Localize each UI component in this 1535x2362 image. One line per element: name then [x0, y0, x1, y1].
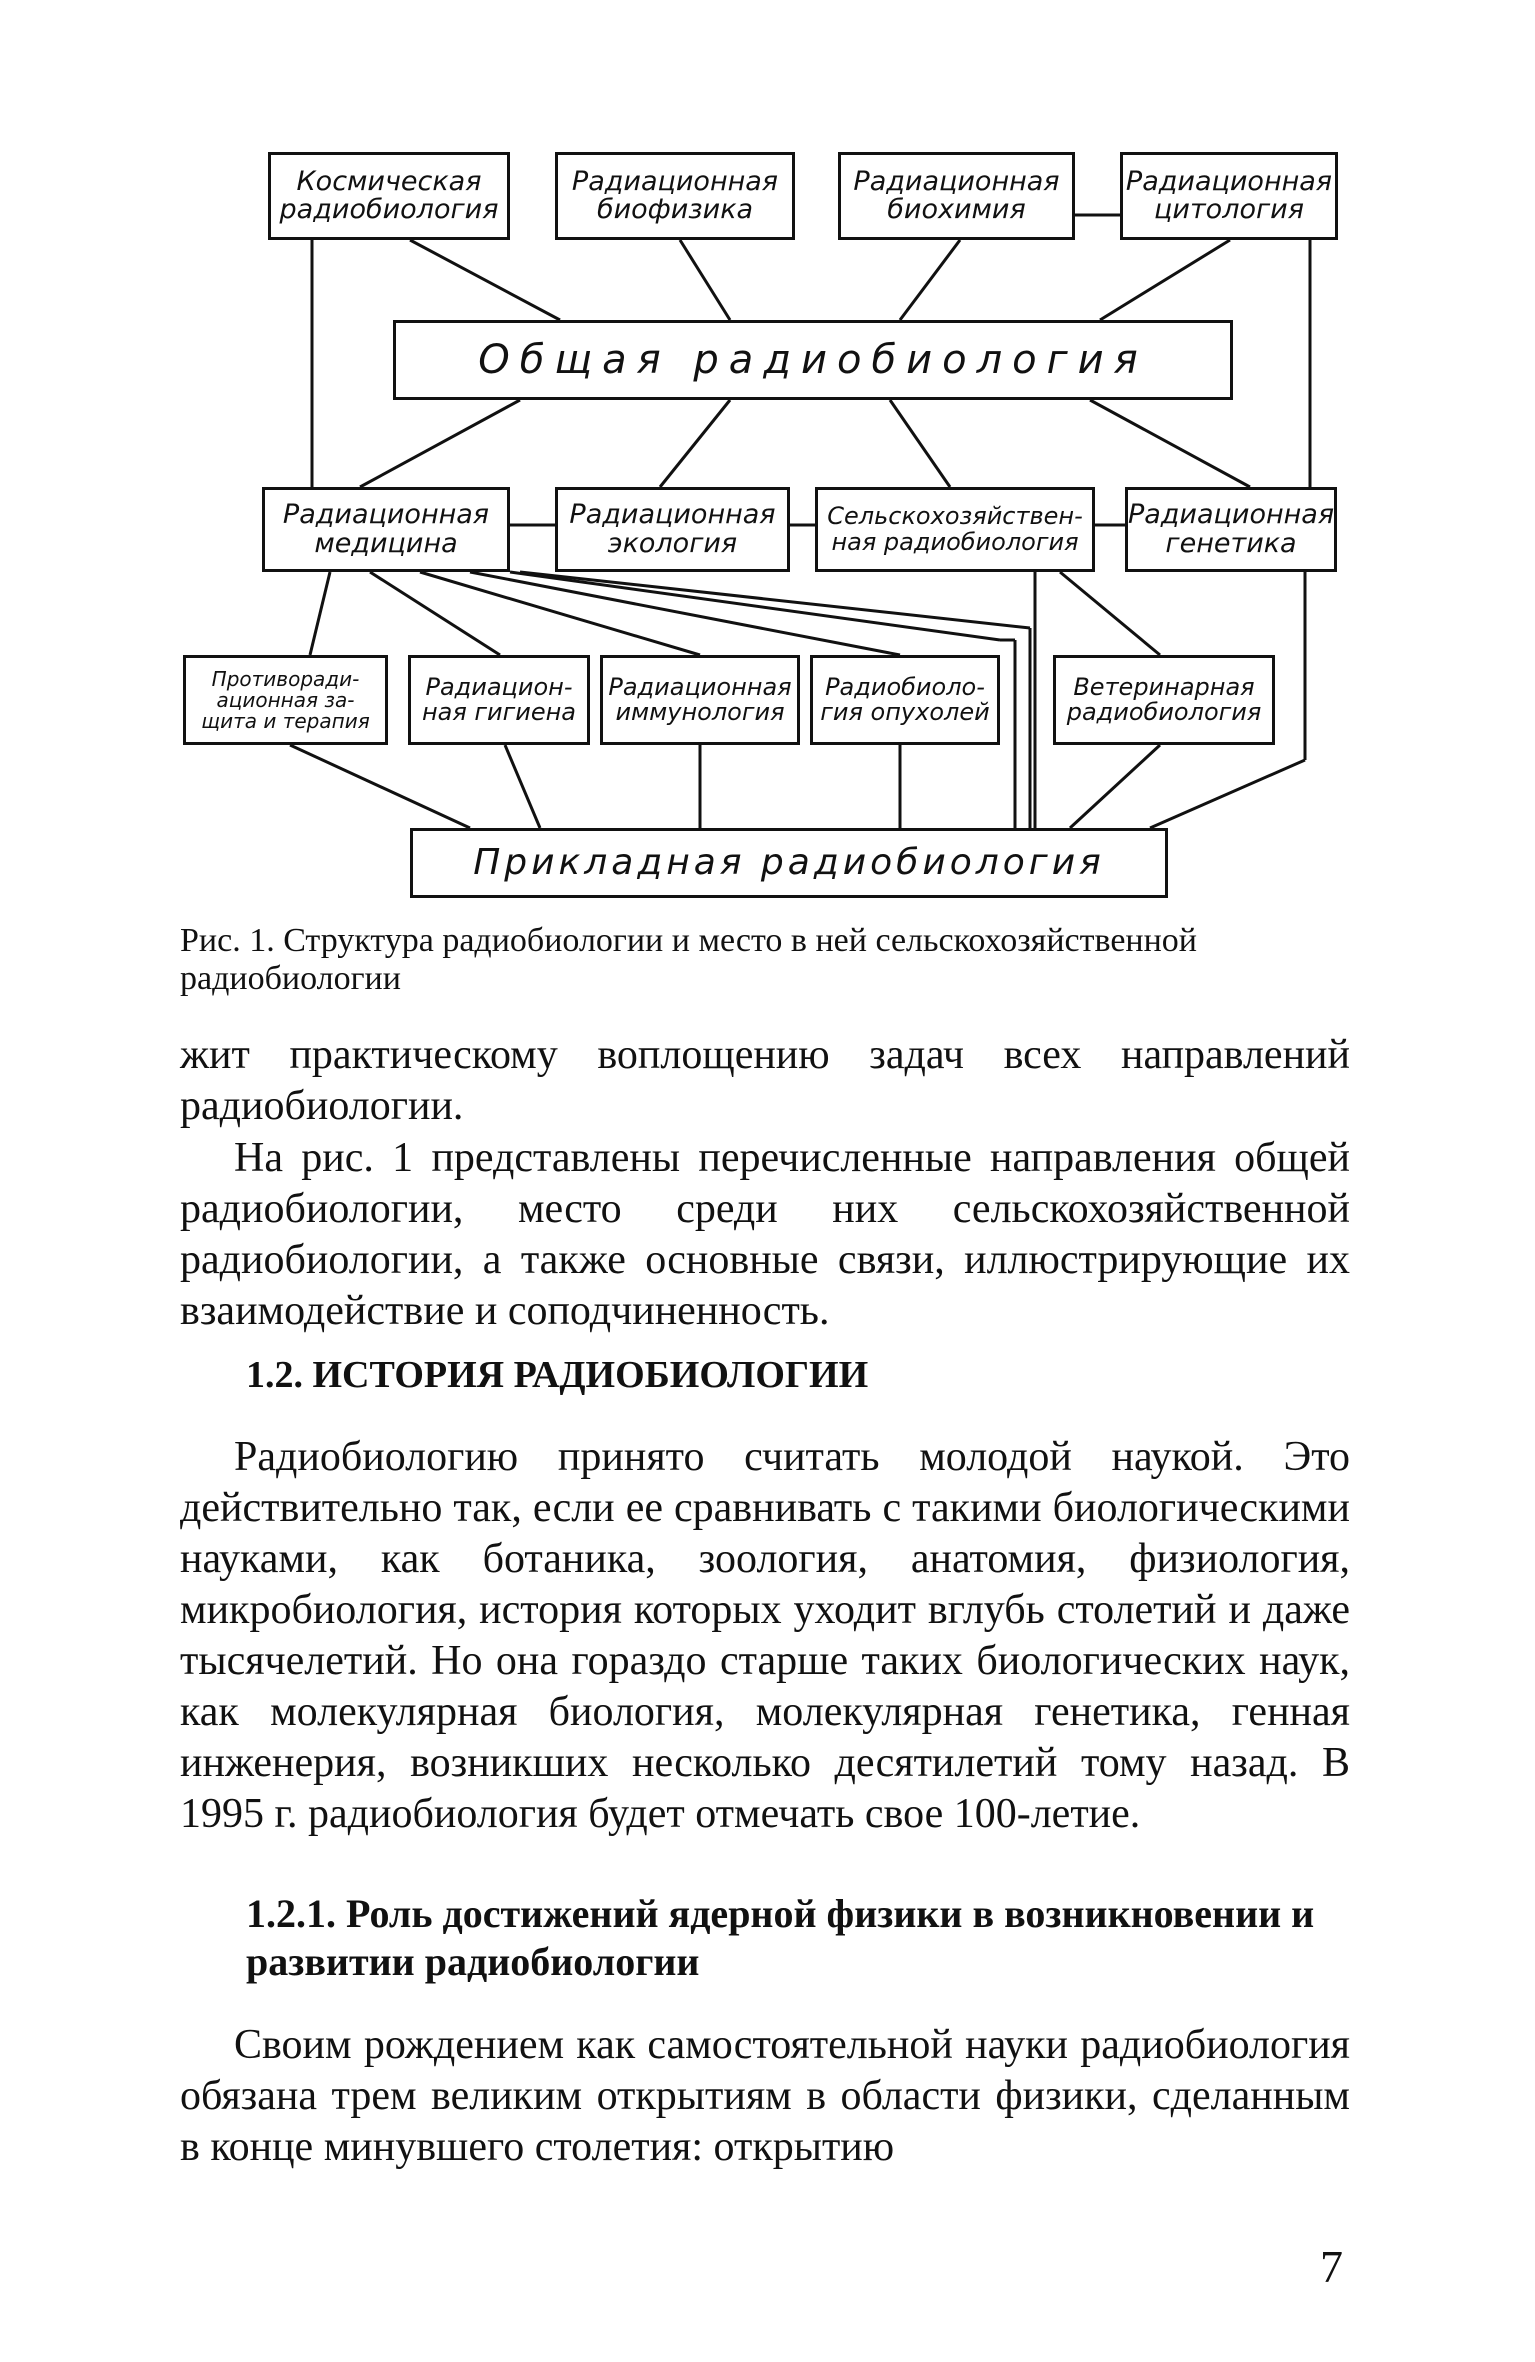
box-applied-radiobiology: Прикладная радиобиология — [410, 828, 1168, 898]
box-radiation-biochemistry: Радиационная биохимия — [838, 152, 1075, 240]
figure-caption: Рис. 1. Структура радиобиологии и место в ней сельскохозяйственной радиобиологии — [180, 922, 1197, 997]
box-radiation-genetics: Радиационная генетика — [1125, 487, 1337, 572]
section-heading: 1.2. ИСТОРИЯ РАДИОБИОЛОГИИ — [246, 1354, 869, 1396]
box-general-radiobiology: Общая радиобиология — [393, 320, 1233, 400]
paragraph-4: Своим рождением как самостоятельной науки радиобиология обязана трем великим открытиям в области физики, сделанным в конце минувшего столетия: открытию — [180, 2022, 1350, 2170]
paragraph-1: жит практическому воплощению задач всех направлений радиобиологии. — [180, 1032, 1350, 1129]
structure-diagram — [0, 0, 1535, 920]
box-radiation-hygiene: Радиацион- ная гигиена — [408, 655, 590, 745]
box-radiation-ecology: Радиационная экология — [555, 487, 790, 572]
box-radioprotection-therapy: Противоради- ационная за- щита и терапия — [183, 655, 388, 745]
page-number: 7 — [1320, 2241, 1343, 2292]
box-radiation-cytology: Радиационная цитология — [1120, 152, 1338, 240]
box-tumor-radiobiology: Радиобиоло- гия опухолей — [810, 655, 1000, 745]
paragraph-2: На рис. 1 представлены перечисленные направления общей радиобиологии, место среди них сельскохозяйственной радиобиологии, а также основные связи, иллюстрирующие их взаимодействие и соподчиненность. — [180, 1135, 1350, 1334]
box-veterinary-radiobiology: Ветеринарная радиобиология — [1053, 655, 1275, 745]
subsection-heading: 1.2.1. Роль достижений ядерной физики в возникновении и развитии радиобиологии — [246, 1891, 1315, 1984]
box-radiation-immunology: Радиационная иммунология — [600, 655, 800, 745]
paragraph-3: Радиобиологию принято считать молодой наукой. Это действительно так, если ее сравнивать с такими биологическими науками, как ботаника, зоология, анатомия, физиология, микробиология, история которых уходит вглубь столетий и даже тысячелетий. Но она гораздо старше таких биологических наук, как молекулярная биология, молекулярная генетика, генная инженерия, возникших несколько десятилетий тому назад. В 1995 г. радиобиология будет отмечать свое 100-летие. — [180, 1434, 1350, 1837]
box-agricultural-radiobiology: Сельскохозяйствен- ная радиобиология — [815, 487, 1095, 572]
diagram-connectors — [0, 0, 1535, 920]
box-radiation-biophysics: Радиационная биофизика — [555, 152, 795, 240]
box-radiation-medicine: Радиационная медицина — [262, 487, 510, 572]
box-cosmic-radiobiology: Космическая радиобиология — [268, 152, 510, 240]
